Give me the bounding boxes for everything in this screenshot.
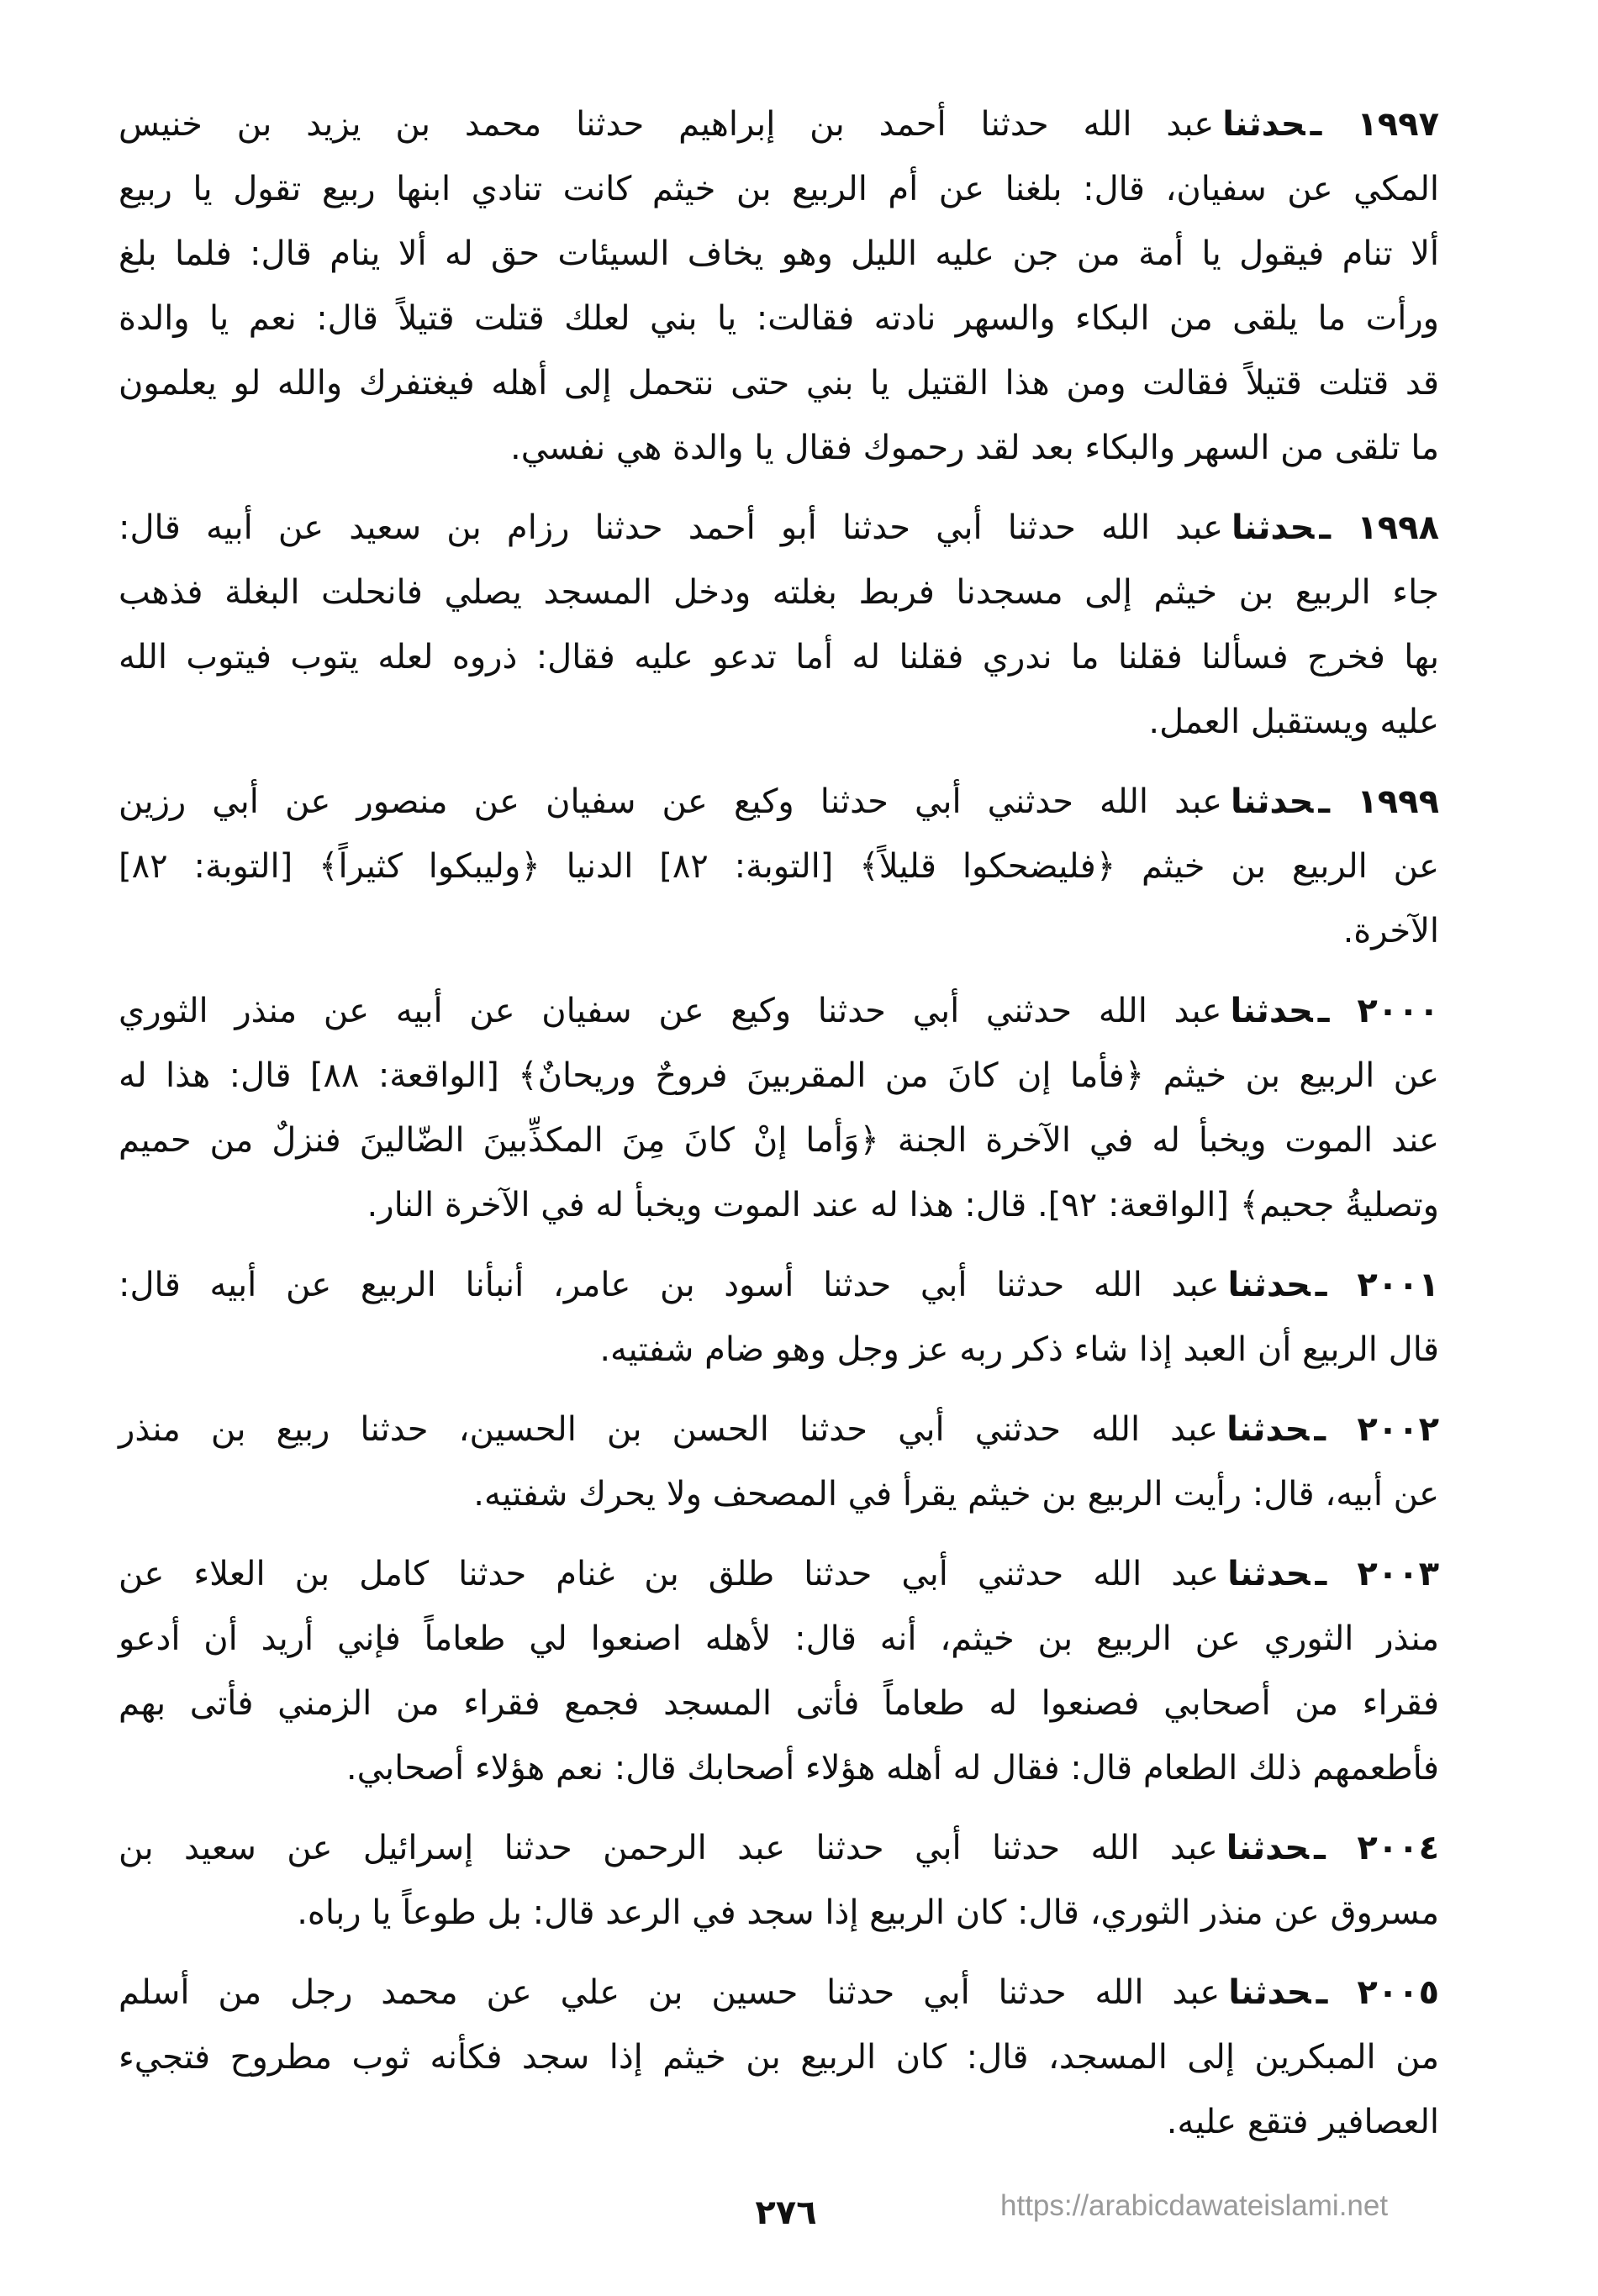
line-text: عن الربيع بن خيثم ﴿فليضحكوا قليلاً﴾ [التوبة: ٨٢] الدنيا ﴿وليبكوا كثيراً﴾ [التوبة: ٨٢] — [119, 847, 1439, 886]
hadith-paragraph — [119, 1816, 1439, 1946]
hadith-label: حدثنا — [1227, 1266, 1311, 1304]
hadith-paragraph — [119, 92, 1439, 481]
text-line — [119, 1672, 1439, 1736]
line-text: قال الربيع أن العبد إذا شاء ذكر ربه عز وجل وهو ضام شفتيه. — [599, 1330, 1439, 1369]
text-line — [119, 287, 1439, 351]
text-line — [119, 1318, 1439, 1382]
text-line — [119, 496, 1439, 561]
line-text: فقراء من أصحابي فصنعوا له طعاماً فأتى المسجد فجمع فقراء من الزمني فأتى بهم — [119, 1684, 1439, 1723]
line-text: عبد الله حدثنا أبي حدثنا عبد الرحمن حدثنا إسرائيل عن سعيد بن — [119, 1829, 1218, 1867]
hadith-label: حدثنا — [1231, 508, 1315, 547]
hadith-number: ١٩٩٧ ـ — [1310, 105, 1439, 144]
line-text: عبد الله حدثنا أبي حدثنا أبو أحمد حدثنا رزام بن سعيد عن أبيه قال: — [119, 508, 1224, 547]
text-line — [119, 690, 1439, 755]
text-line — [119, 1607, 1439, 1672]
hadith-label: حدثنا — [1227, 1555, 1311, 1593]
line-text: المكي عن سفيان، قال: بلغنا عن أم الربيع بن خيثم كانت تنادي ابنها ربيع تقول يا ربيع — [119, 170, 1439, 208]
text-line — [119, 835, 1439, 899]
text-line — [119, 1044, 1439, 1109]
text-line — [119, 92, 1439, 157]
hadith-paragraph — [119, 1542, 1439, 1801]
line-text: عبد الله حدثنا أبي حدثنا حسين بن علي عن محمد رجل من أسلم — [119, 1973, 1221, 2012]
hadith-label: حدثنا — [1222, 105, 1305, 144]
text-line — [119, 1816, 1439, 1881]
hadith-paragraph — [119, 1961, 1439, 2155]
text-line — [119, 1398, 1439, 1462]
text-line — [119, 2090, 1439, 2155]
line-text: مسروق عن منذر الثوري، قال: كان الربيع إذا سجد في الرعد قال: بل طوعاً يا رباه. — [297, 1893, 1439, 1932]
text-line — [119, 1109, 1439, 1173]
line-text: ما تلقى من السهر والبكاء بعد لقد رحموك فقال يا والدة هي نفسي. — [510, 429, 1439, 467]
text-line — [119, 1462, 1439, 1527]
text-line — [119, 1542, 1439, 1607]
watermark-url: https://arabicdawateislami.net — [1000, 2189, 1389, 2222]
hadith-number: ٢٠٠٤ ـ — [1314, 1829, 1439, 1867]
line-text: عن الربيع بن خيثم ﴿فأما إن كانَ من المقربينَ فروحٌ وريحانٌ﴾ [الواقعة: ٨٨] قال: هذا له — [119, 1056, 1440, 1095]
hadith-paragraph — [119, 1398, 1439, 1527]
text-line — [119, 1253, 1439, 1318]
hadith-number: ٢٠٠٢ ـ — [1314, 1410, 1439, 1449]
hadith-number: ١٩٩٩ ـ — [1318, 782, 1439, 821]
text-line — [119, 1961, 1439, 2025]
text-line — [119, 1173, 1439, 1238]
line-text: من المبكرين إلى المسجد، قال: كان الربيع بن خيثم إذا سجد فكأنه ثوب مطروح فتجيء — [119, 2038, 1439, 2077]
hadith-number: ٢٠٠٣ ـ — [1315, 1555, 1439, 1593]
line-text: ورأت ما يلقى من البكاء والسهر نادته فقالت: يا بني لعلك قتلت قتيلاً قال: نعم يا والدة — [119, 299, 1439, 338]
line-text: عبد الله حدثنا أحمد بن إبراهيم حدثنا محمد بن يزيد بن خنيس — [119, 105, 1215, 144]
line-text: عند الموت ويخبأ له في الآخرة الجنة ﴿وَأما إنْ كانَ مِنَ المكذِّبينَ الضّالينَ فنزلٌ من حميم — [119, 1121, 1439, 1160]
line-text: ألا تنام فيقول يا أمة من جن عليه الليل وهو يخاف السيئات حق له ألا ينام قال: فلما بلغ — [119, 234, 1439, 273]
text-line — [119, 899, 1439, 964]
line-text: عبد الله حدثني أبي حدثنا الحسن بن الحسين، حدثنا ربيع بن منذر — [119, 1410, 1219, 1449]
text-line — [119, 2025, 1439, 2090]
line-text: عبد الله حدثني أبي حدثنا طلق بن غنام حدثنا كامل بن العلاء عن — [119, 1555, 1220, 1593]
hadith-number: ١٩٩٨ ـ — [1319, 508, 1439, 547]
hadith-paragraph — [119, 1253, 1439, 1382]
text-line — [119, 979, 1439, 1044]
hadith-paragraph — [119, 496, 1439, 755]
line-text: قد قتلت قتيلاً فقالت ومن هذا القتيل يا بني حتى نتحمل إلى أهله فيغتفرك والله لو يعلمون — [119, 364, 1439, 403]
hadith-number: ٢٠٠١ ـ — [1315, 1266, 1439, 1304]
text-line — [119, 625, 1439, 690]
line-text: عبد الله حدثني أبي حدثنا وكيع عن سفيان عن أبيه عن منذر الثوري — [119, 992, 1222, 1030]
line-text: جاء الربيع بن خيثم إلى مسجدنا فربط بغلته ودخل المسجد يصلي فانحلت البغلة فذهب — [119, 573, 1439, 612]
hadith-paragraph — [119, 979, 1439, 1238]
text-line — [119, 222, 1439, 287]
text-line — [119, 351, 1439, 416]
hadith-label: حدثنا — [1231, 782, 1314, 821]
hadith-label: حدثنا — [1226, 1829, 1310, 1867]
line-text: بها فخرج فسألنا فقلنا ما ندري فقلنا له أما تدعو عليه فقال: ذروه لعله يتوب فيتوب الله — [119, 638, 1439, 677]
line-text: الآخرة. — [1342, 912, 1439, 951]
line-text: عليه ويستقبل العمل. — [1148, 703, 1439, 741]
text-line — [119, 1881, 1439, 1946]
line-text: منذر الثوري عن الربيع بن خيثم، أنه قال: لأهله اصنعوا لي طعاماً فإني أريد أن أدعو — [119, 1619, 1439, 1658]
line-text: فأطعمهم ذلك الطعام قال: فقال له أهله هؤلاء أصحابك قال: نعم هؤلاء أصحابي. — [345, 1749, 1439, 1788]
hadith-label: حدثنا — [1230, 992, 1313, 1030]
hadith-label: حدثنا — [1228, 1973, 1311, 2012]
text-line — [119, 157, 1439, 222]
text-line — [119, 416, 1439, 481]
line-text: وتصليةُ جحيم﴾ [الواقعة: ٩٢]. قال: هذا له عند الموت ويخبأ له في الآخرة النار. — [367, 1186, 1439, 1224]
hadith-number: ٢٠٠٥ ـ — [1316, 1973, 1439, 2012]
page-number: ٢٧٦ — [755, 2193, 817, 2232]
line-text: عبد الله حدثني أبي حدثنا وكيع عن سفيان عن منصور عن أبي رزين — [119, 782, 1223, 821]
hadith-number: ٢٠٠٠ ـ — [1317, 992, 1439, 1030]
line-text: العصافير فتقع عليه. — [1166, 2103, 1439, 2141]
hadith-label: حدثنا — [1226, 1410, 1310, 1449]
text-line — [119, 561, 1439, 625]
hadith-paragraph — [119, 770, 1439, 964]
text-line — [119, 1736, 1439, 1801]
line-text: عبد الله حدثنا أبي حدثنا أسود بن عامر، أنبأنا الربيع عن أبيه قال: — [119, 1266, 1220, 1304]
book-page-body — [119, 92, 1439, 2170]
text-line — [119, 770, 1439, 835]
line-text: عن أبيه، قال: رأيت الربيع بن خيثم يقرأ في المصحف ولا يحرك شفتيه. — [473, 1475, 1439, 1514]
